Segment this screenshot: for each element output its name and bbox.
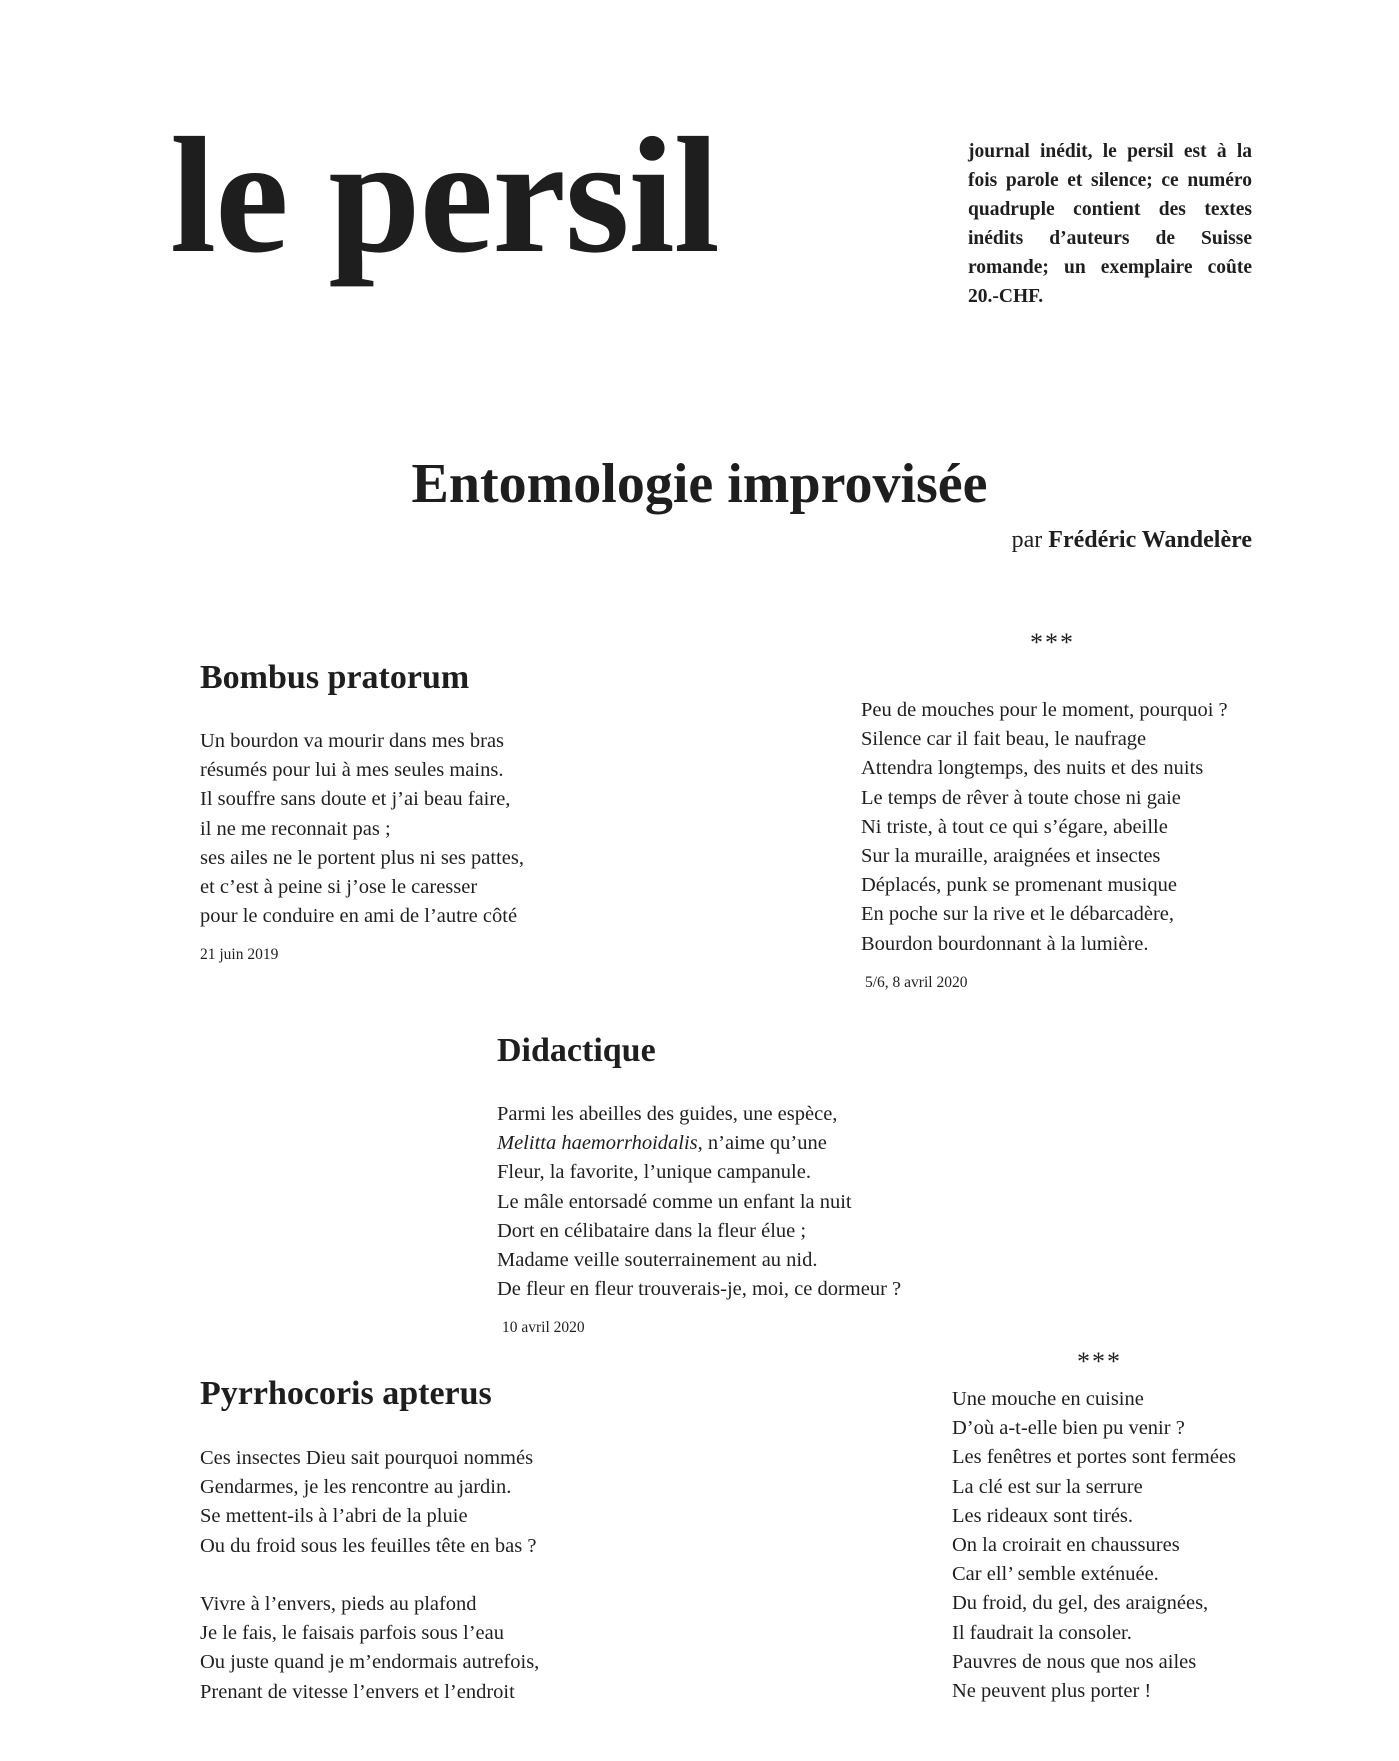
- poem-line: Sur la muraille, araignées et insectes: [861, 845, 1161, 868]
- stanza-break: [200, 1561, 539, 1590]
- poem-title: Bombus pratorum: [200, 659, 470, 696]
- poem-line: Dort en célibataire dans la fleur élue ;: [497, 1219, 807, 1242]
- poem-line: et c’est à peine si j’ose le caresser: [200, 876, 478, 899]
- poem-line: il ne me reconnait pas ;: [200, 817, 391, 840]
- poem-line: Peu de mouches pour le moment, pourquoi ?: [861, 699, 1228, 721]
- poem-line: résumés pour lui à mes seules mains.: [200, 759, 504, 782]
- asterism-title: ***: [1077, 1347, 1122, 1376]
- poem-line: Ces insectes Dieu sait pourquoi nommés: [200, 1447, 534, 1469]
- poem-line: D’où a-t-elle bien pu venir ?: [952, 1417, 1185, 1440]
- poem-line: Ne peuvent plus porter !: [952, 1680, 1152, 1703]
- poem-line: Vivre à l’envers, pieds au plafond: [200, 1593, 477, 1615]
- poem-line: Les rideaux sont tirés.: [952, 1504, 1134, 1527]
- poem-line: Une mouche en cuisine: [952, 1388, 1144, 1410]
- poem-line: Car ell’ semble exténuée.: [952, 1563, 1159, 1586]
- poem-line: Du froid, du gel, des araignées,: [952, 1592, 1209, 1615]
- author-name: Frédéric Wandelère: [1048, 527, 1252, 553]
- asterism-title: ***: [1030, 628, 1075, 657]
- poem-line: [497, 1129, 901, 1158]
- poem-line: Je le fais, le faisais parfois sous l’eau: [200, 1622, 504, 1645]
- poem-lines: [861, 696, 1228, 959]
- poem-line: Ou juste quand je m’endormais autrefois,: [200, 1651, 540, 1674]
- poem-line: Le temps de rêver à toute chose ni gaie: [861, 786, 1181, 809]
- article-title: Entomologie improvisée: [411, 453, 988, 515]
- poem-lines: [200, 727, 524, 931]
- poem-line: Déplacés, punk se promenant musique: [861, 874, 1177, 897]
- poem-line: Se mettent-ils à l’abri de la pluie: [200, 1505, 468, 1528]
- poem-line: pour le conduire en ami de l’autre côté: [200, 905, 518, 928]
- poem-line: Madame veille souterrainement au nid.: [497, 1249, 818, 1272]
- poem-line: Ou du froid sous les feuilles tête en bas ?: [200, 1534, 537, 1557]
- byline-prefix: par: [1011, 527, 1043, 553]
- poem-line: Attendra longtemps, des nuits et des nuits: [861, 757, 1204, 780]
- poem-line: Il faudrait la consoler.: [952, 1621, 1132, 1644]
- species-name: Melitta haemorrhoidalis: [497, 1132, 698, 1155]
- masthead-blurb: journal inédit, le persil est à la fois parole et silence; ce numéro quadruple contient des textes inédits d’auteurs de Suisse romande; un exemplaire coûte 20.-CHF.: [968, 141, 1252, 307]
- poem-line: ses ailes ne le portent plus ni ses pattes,: [200, 846, 524, 869]
- poem-date: 5/6, 8 avril 2020: [865, 974, 968, 991]
- poem-line: Bourdon bourdonnant à la lumière.: [861, 932, 1149, 955]
- poem-line: Fleur, la favorite, l’unique campanule.: [497, 1161, 811, 1184]
- poem-line: En poche sur la rive et le débarcadère,: [861, 903, 1175, 926]
- poem-lines: [952, 1385, 1236, 1706]
- poem-date: 10 avril 2020: [502, 1319, 585, 1336]
- poem-line: La clé est sur la serrure: [952, 1475, 1143, 1498]
- poem-line-rest: , n’aime qu’une: [697, 1132, 827, 1155]
- masthead-title: le persil: [170, 103, 719, 287]
- byline: [1012, 528, 1252, 552]
- poem-line: De fleur en fleur trouverais-je, moi, ce dormeur ?: [497, 1278, 902, 1301]
- poem-line: Silence car il fait beau, le naufrage: [861, 728, 1147, 751]
- poem-date: 21 juin 2019: [200, 946, 279, 963]
- poem-line: Parmi les abeilles des guides, une espèce,: [497, 1103, 838, 1125]
- poem-line: Ni triste, à tout ce qui s’égare, abeille: [861, 815, 1168, 838]
- poem-lines: [497, 1100, 901, 1304]
- poem-line: On la croirait en chaussures: [952, 1534, 1180, 1557]
- poem-title: Pyrrhocoris apterus: [200, 1375, 492, 1412]
- poem-lines: [200, 1444, 539, 1707]
- poem-line: Prenant de vitesse l’envers et l’endroit: [200, 1680, 515, 1703]
- poem-line: Gendarmes, je les rencontre au jardin.: [200, 1476, 512, 1499]
- poem-line: Un bourdon va mourir dans mes bras: [200, 730, 505, 752]
- poem-line: Pauvres de nous que nos ailes: [952, 1650, 1197, 1673]
- poem-line: Les fenêtres et portes sont fermées: [952, 1446, 1237, 1469]
- poem-line: Le mâle entorsadé comme un enfant la nuit: [497, 1190, 852, 1213]
- poem-title: Didactique: [497, 1032, 656, 1069]
- poem-line: Il souffre sans doute et j’ai beau faire,: [200, 788, 511, 811]
